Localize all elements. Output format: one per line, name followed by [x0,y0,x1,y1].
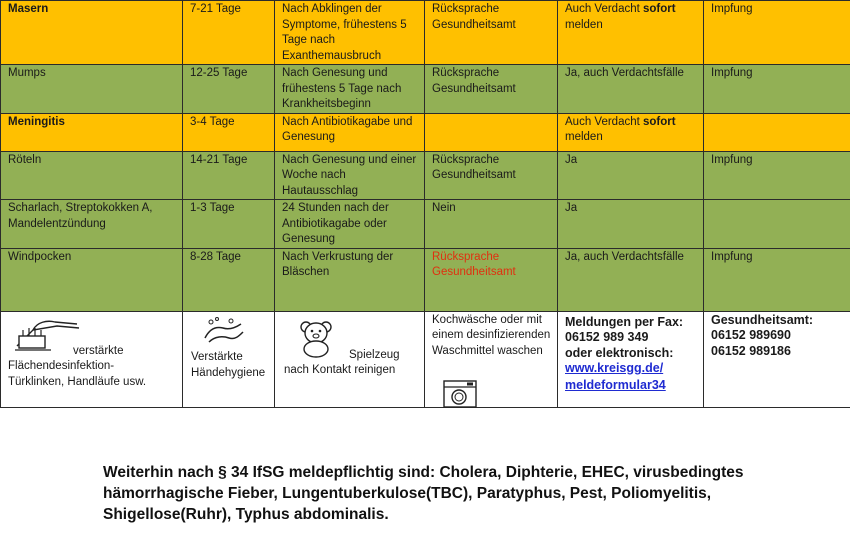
vaccination: Impfung [704,248,850,311]
authority-note: Rücksprache Gesundheitsamt [425,151,558,200]
disease-name: Windpocken [1,248,183,311]
report-duty: Ja [558,151,704,200]
readmission-rule: 24 Stunden nach der Antibiotikagabe oder Genesung [275,200,425,249]
report-duty: Ja [558,200,704,249]
teddy-bear-icon [299,320,333,358]
incubation-period: 12-25 Tage [183,65,275,114]
vaccination: Impfung [704,1,850,65]
disease-name: Meningitis [1,113,183,151]
surface-disinfection-cell [1,311,183,407]
report-duty: Ja, auch Verdachtsfälle [558,248,704,311]
authority-note: Rücksprache Gesundheitsamt [425,65,558,114]
fax-number: 06152 989 349 [565,330,649,344]
readmission-rule: Nach Antibiotikagabe und Genesung [275,113,425,151]
hand-hygiene-cell [183,311,275,407]
vaccination [704,200,850,249]
toys-text-1: Spielzeug [349,348,400,361]
footer-note: Weiterhin nach § 34 IfSG meldepflichtig sind: Cholera, Diphterie, EHEC, virusbedingtes hämorrhagische Fieber, Lungentuberkulose(TBC), Paratyphus, Pest, Poliomyelitis, Shigellose(Ruhr), Typhus abdominalis. [103,464,744,523]
surface-text-1: verstärkte [73,344,124,357]
toys-text-2: nach Kontakt reinigen [284,363,396,376]
authority-note: Rücksprache Gesundheitsamt [425,248,558,311]
authority-note [425,113,558,151]
report-duty: Auch Verdacht sofort melden [558,113,704,151]
report-form-link[interactable]: www.kreisgg.de/ [565,361,664,375]
office-title: Gesundheitsamt: [711,312,814,327]
laundry-cell [425,311,558,407]
disease-name: Röteln [1,151,183,200]
report-form-link-part2[interactable]: meldeformular34 [565,377,666,392]
incubation-period: 1-3 Tage [183,200,275,249]
washing-machine-icon [442,380,478,408]
report-contact-cell [558,311,704,407]
vaccination: Impfung [704,151,850,200]
authority-note: Nein [425,200,558,249]
table-row [1,1,850,65]
readmission-rule: Nach Verkrustung der Bläschen [275,248,425,311]
hands-text-2: Händehygiene [191,366,266,379]
toy-cleaning-cell [275,311,425,407]
fax-or-electronic: oder elektronisch: [565,345,674,360]
laundry-text: Kochwäsche oder mit einem desinfizierenden Waschmittel waschen [432,313,551,357]
report-duty: Auch Verdacht sofort melden [558,1,704,65]
incubation-period: 7-21 Tage [183,1,275,65]
health-office-cell [704,311,850,407]
readmission-rule: Nach Genesung und frühestens 5 Tage nach Krankheitsbeginn [275,65,425,114]
authority-note: Rücksprache Gesundheitsamt [425,1,558,65]
table-row [1,65,850,114]
office-phone-1: 06152 989690 [711,328,791,342]
readmission-rule: Nach Abklingen der Symptome, frühestens 5 Tage nach Exanthemausbruch [275,1,425,65]
legend-row [1,311,850,407]
incubation-period: 14-21 Tage [183,151,275,200]
vaccination: Impfung [704,65,850,114]
office-phone-2: 06152 989186 [711,343,791,358]
disease-name: Scharlach, Streptokokken A, Mandelentzündung [1,200,183,249]
incubation-period: 3-4 Tage [183,113,275,151]
surface-text-3: Türklinken, Handläufe usw. [8,375,147,388]
table-row [1,200,850,249]
disease-name: Masern [1,1,183,65]
readmission-rule: Nach Genesung und einer Woche nach Hautausschlag [275,151,425,200]
incubation-period: 8-28 Tage [183,248,275,311]
table-row [1,113,850,151]
fax-title: Meldungen per Fax: [565,314,684,329]
surface-text-2: Flächendesinfektion- [8,359,115,372]
table-row [1,248,850,311]
table-row [1,151,850,200]
hands-text-1: Verstärkte [191,350,243,363]
report-duty: Ja, auch Verdachtsfälle [558,65,704,114]
hand-washing-icon [201,316,245,346]
vaccination [704,113,850,151]
disease-name: Mumps [1,65,183,114]
